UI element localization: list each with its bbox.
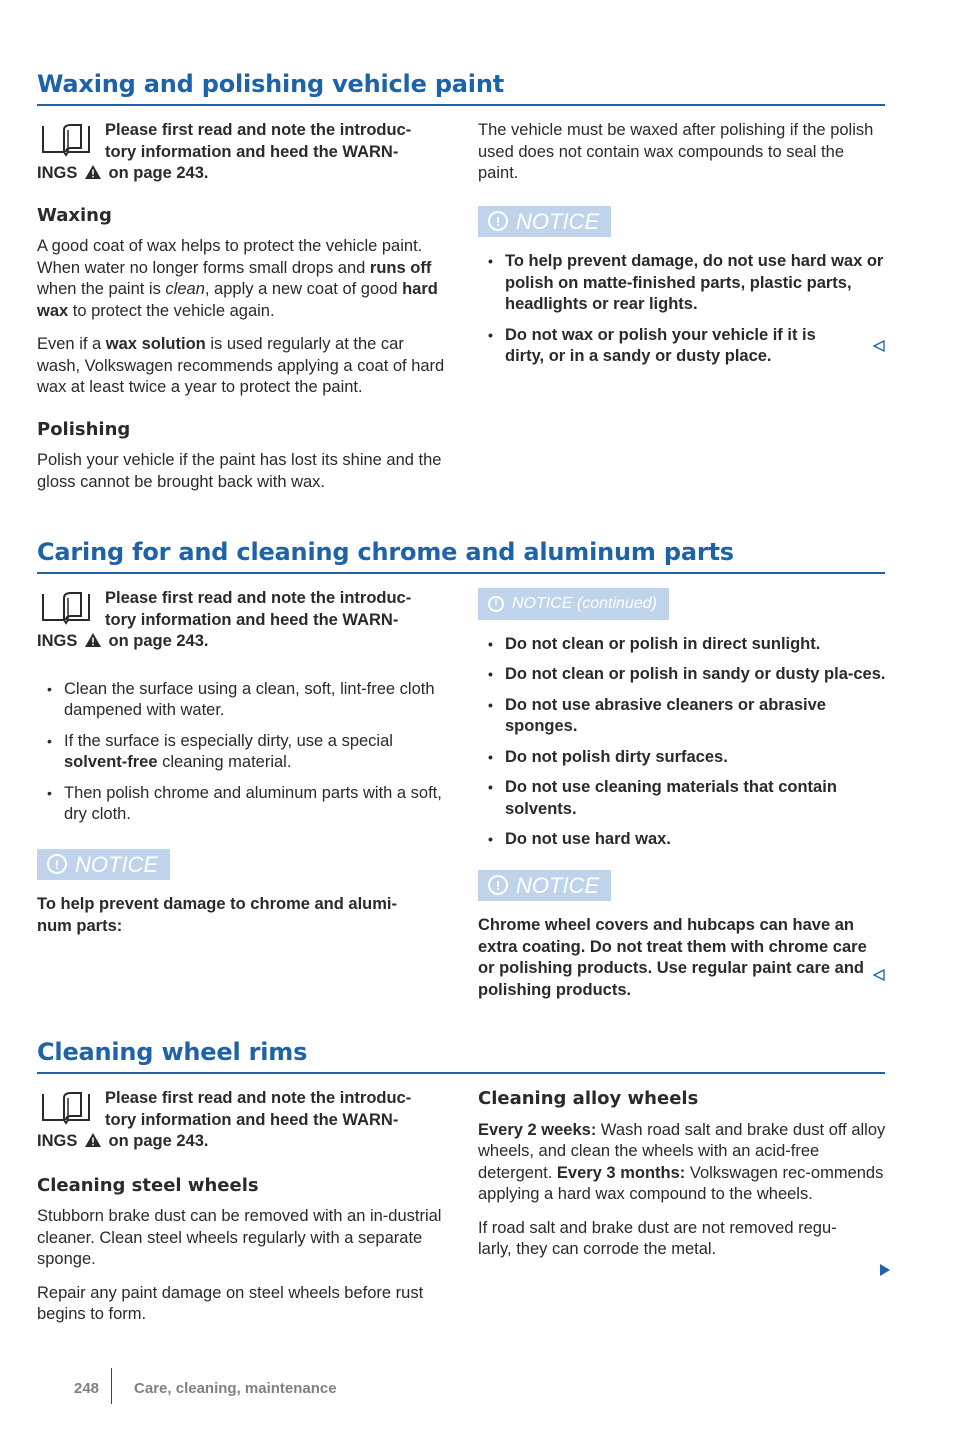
notice-label: ! NOTICE <box>37 849 170 881</box>
notice-bullet: • Do not wax or polish your vehicle if it is dirty, or in a sandy or dusty place. <box>478 325 845 368</box>
chapter-title: Care, cleaning, maintenance <box>134 1380 337 1397</box>
intro-note-warnings: INGS <box>37 632 78 650</box>
waxing-right-column <box>478 120 888 377</box>
notice-bullet: • Do not clean or polish in direct sunlight. <box>478 634 888 656</box>
steel-wheels-paragraph-1: Stubborn brake dust can be removed with an in-dustrial cleaner. Clean steel wheels regularly with a separate sponge. <box>37 1207 442 1268</box>
polishing-heading: Polishing <box>37 418 131 440</box>
notice-icon: ! <box>488 875 508 895</box>
section-divider <box>37 104 885 106</box>
section-waxing-polishing <box>37 70 885 106</box>
waxing-heading: Waxing <box>37 204 112 226</box>
alloy-wheels-paragraph-2: If road salt and brake dust are not removed regu-larly, they can corrode the metal. <box>478 1218 837 1258</box>
section-end-icon <box>873 340 885 352</box>
book-icon <box>37 590 95 626</box>
notice-bullet: • Do not use abrasive cleaners or abrasive sponges. <box>478 695 888 738</box>
intro-note <box>37 1088 447 1153</box>
waxing-paragraph-1: A good coat of wax helps to protect the vehicle paint. When water no longer forms small drops and runs off when the paint is clean, apply a new coat of good hard wax to protect the vehicle again. <box>37 237 438 320</box>
intro-note-line1: Please first read and note the introduc- <box>105 1089 412 1107</box>
warning-triangle-icon <box>85 633 101 647</box>
alloy-wheels-paragraph-1: Every 2 weeks: Wash road salt and brake dust off alloy wheels, and clean the wheels with an acid-free detergent. Every 3 months: Volkswagen rec-ommends applying a hard wax compound to the wheels. <box>478 1120 886 1203</box>
wheels-left-column <box>37 1088 447 1335</box>
intro-note <box>37 120 447 185</box>
chrome-right-column <box>478 588 888 1010</box>
intro-note-line2: tory information and heed the WARN- <box>105 1110 399 1129</box>
notice-label: ! NOTICE <box>478 206 611 238</box>
polishing-paragraph: Polish your vehicle if the paint has lost its shine and the gloss cannot be brought back with wax. <box>37 451 442 491</box>
alloy-wheels-heading: Cleaning alloy wheels <box>478 1088 699 1109</box>
book-icon <box>37 122 95 158</box>
notice-icon: ! <box>47 854 67 874</box>
footer-divider <box>111 1368 112 1404</box>
notice-bullet: • Do not use hard wax. <box>478 829 888 851</box>
wheels-right-column <box>478 1088 888 1270</box>
intro-note-line2: tory information and heed the WARN- <box>105 142 399 161</box>
notice-text: Chrome wheel covers and hubcaps can have an extra coating. Do not treat them with chrome care or polishing products. Use regular paint care and polishing products. <box>478 916 867 999</box>
warning-triangle-icon <box>85 1133 101 1147</box>
warning-triangle-icon <box>85 165 101 179</box>
notice-bullet: • Do not polish dirty surfaces. <box>478 747 888 769</box>
notice-icon: ! <box>488 211 508 231</box>
intro-note-warnings: INGS <box>37 1132 78 1150</box>
book-icon <box>37 1090 95 1126</box>
section-title: Waxing and polishing vehicle paint <box>37 70 504 98</box>
intro-note-page-ref[interactable]: on page 243. <box>108 1132 209 1150</box>
section-wheel-rims <box>37 1038 885 1074</box>
notice-bullet: • Do not use cleaning materials that contain solvents. <box>478 777 888 820</box>
steel-wheels-paragraph-2: Repair any paint damage on steel wheels before rust begins to form. <box>37 1283 424 1323</box>
section-chrome <box>37 538 885 574</box>
section-end-icon <box>873 969 885 981</box>
waxing-paragraph-2: Even if a wax solution is used regularly at the car wash, Volkswagen recommends applying a coat of hard wax at least twice a year to protect the paint. <box>37 335 445 396</box>
intro-note-page-ref[interactable]: on page 243. <box>108 164 209 182</box>
chrome-left-column <box>37 588 447 946</box>
steel-wheels-heading: Cleaning steel wheels <box>37 1174 259 1196</box>
notice-bullet: • Do not clean or polish in sandy or dusty pla-ces. <box>478 664 888 686</box>
section-divider <box>37 1072 885 1074</box>
intro-note-page-ref[interactable]: on page 243. <box>108 632 209 650</box>
page-number: 248 <box>74 1380 100 1397</box>
section-divider <box>37 572 885 574</box>
section-title: Cleaning wheel rims <box>37 1038 308 1066</box>
chrome-bullet: • Clean the surface using a clean, soft, lint-free cloth dampened with water. <box>37 679 447 722</box>
intro-note-line1: Please first read and note the introduc- <box>105 121 412 139</box>
intro-note-line2: tory information and heed the WARN- <box>105 610 399 629</box>
notice-icon: ! <box>488 596 504 612</box>
intro-note-warnings: INGS <box>37 164 78 182</box>
notice-text: To help prevent damage to chrome and alumi-num parts: <box>37 895 398 935</box>
notice-bullet: • To help prevent damage, do not use hard wax or polish on matte-finished parts, plastic parts, headlights or rear lights. <box>478 251 888 316</box>
page-footer <box>74 1368 337 1408</box>
waxing-left-column <box>37 120 447 502</box>
intro-note <box>37 588 447 653</box>
section-title: Caring for and cleaning chrome and aluminum parts <box>37 538 734 566</box>
notice-continued-label: ! NOTICE (continued) <box>478 588 669 620</box>
notice-label: ! NOTICE <box>478 870 611 902</box>
chrome-bullet: • Then polish chrome and aluminum parts with a soft, dry cloth. <box>37 783 447 826</box>
chrome-bullet: • If the surface is especially dirty, use a special solvent-free cleaning material. <box>37 731 447 774</box>
intro-note-line1: Please first read and note the introduc- <box>105 589 412 607</box>
waxing-right-paragraph: The vehicle must be waxed after polishing if the polish used does not contain wax compounds to seal the paint. <box>478 121 874 182</box>
continued-arrow-icon <box>880 1264 890 1276</box>
